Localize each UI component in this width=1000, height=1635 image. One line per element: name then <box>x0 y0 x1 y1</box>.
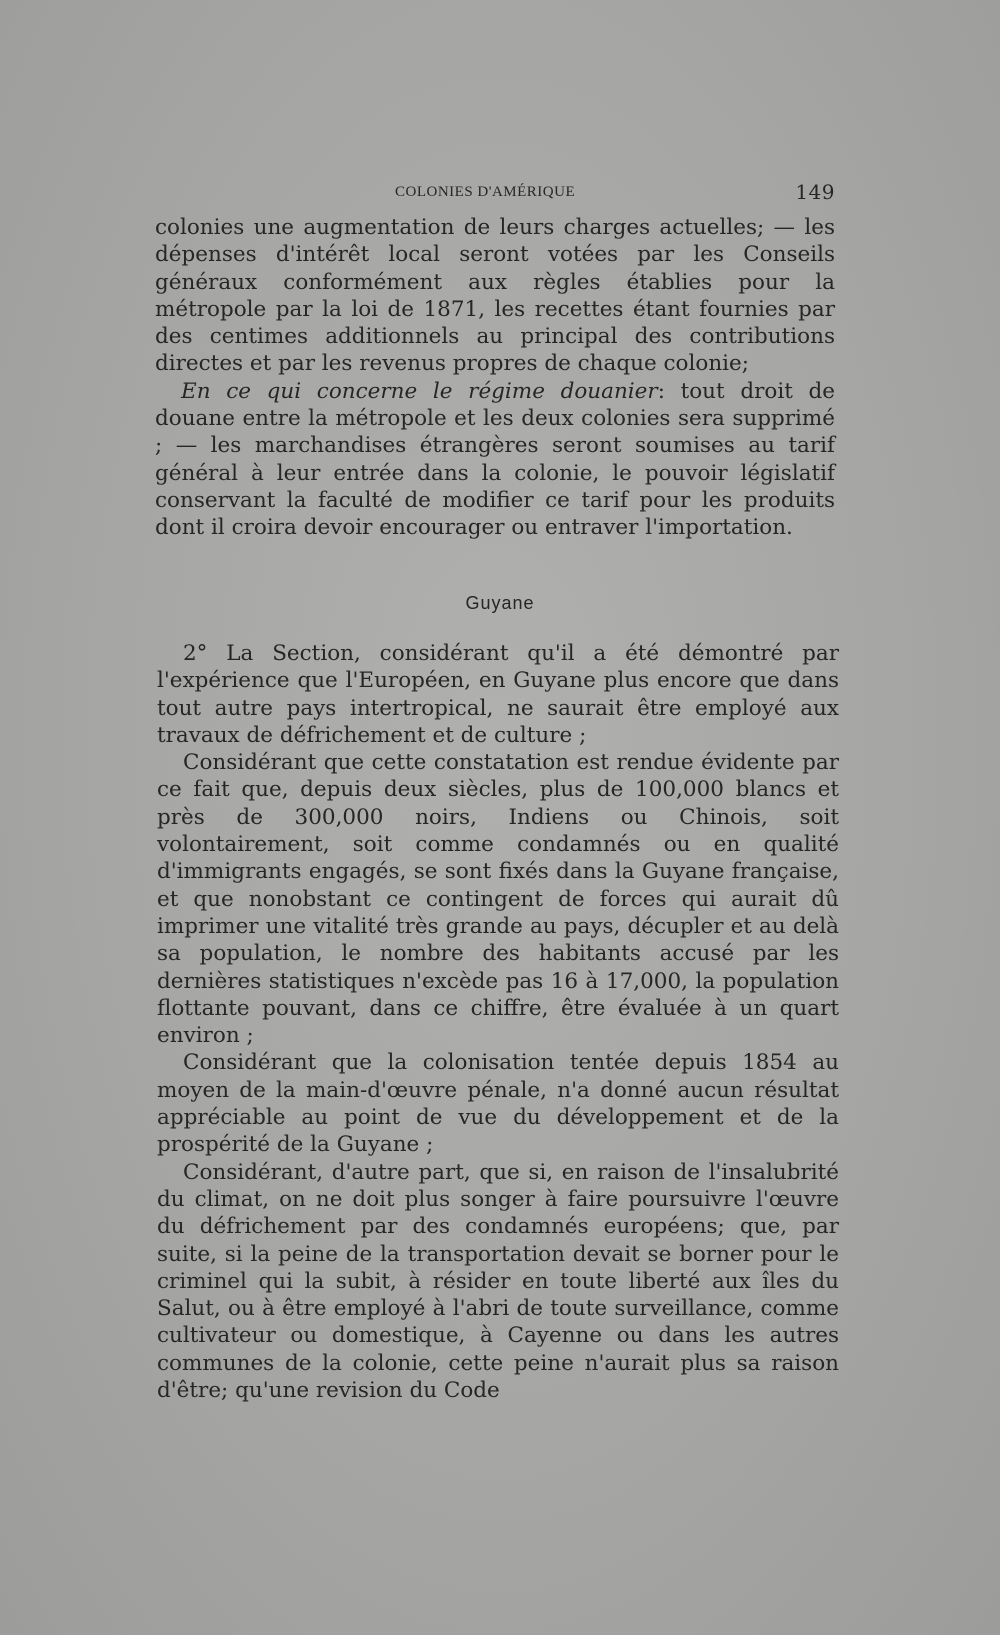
paragraph-rest: : tout droit de douane entre la métropole et les deux colonies sera supprimé ; — les marchandises étrangères seront soumises au tarif général à leur entrée dans la colonie, le pouvoir législatif conservant la faculté de modifier ce tarif pour les produits dont il croira devoir encourager ou entraver l'importation. <box>155 378 835 541</box>
paragraph: 2° La Section, considérant qu'il a été démontré par l'expérience que l'Européen, en Guyane plus encore que dans tout autre pays intertropical, ne saurait être employé aux travaux de défrichement et de culture ; <box>157 641 839 748</box>
running-title: COLONIES D'AMÉRIQUE <box>395 184 576 200</box>
page-header <box>155 180 835 206</box>
paragraph <box>155 378 835 542</box>
paragraph: colonies une augmentation de leurs charges actuelles; — les dépenses d'intérêt local seront votées par les Conseils généraux conformément aux règles établies pour la métropole par la loi de 1871, les recettes étant fournies par des centimes additionnels au principal des contributions directes et par les revenus propres de chaque colonie; <box>155 215 835 377</box>
section-title: Guyane <box>465 593 535 613</box>
italic-lead: En ce qui concerne le régime douanier <box>181 378 658 404</box>
paragraph: Considérant que la colonisation tentée depuis 1854 au moyen de la main-d'œuvre pénale, n'a donné aucun résultat appréciable au point de vue du développement et de la prospérité de la Guyane ; <box>157 1050 839 1158</box>
text-block-top <box>155 214 835 542</box>
paragraph: Considérant que cette constatation est rendue évidente par ce fait que, depuis deux siècles, plus de 100,000 blancs et près de 300,000 noirs, Indiens ou Chinois, soit volontairement, soit comme condamnés ou en qualité d'immigrants engagés, se sont fixés dans la Guyane française, et que nonobstant ce contingent de forces qui aurait dû imprimer une vitalité très grande au pays, décupler et au delà sa population, le nombre des habitants accusé par les dernières statistiques n'excède pas 16 à 17,000, la population flottante pouvant, dans ce chiffre, être évaluée à un quart environ ; <box>157 750 839 1049</box>
paragraph: Considérant, d'autre part, que si, en raison de l'insalubrité du climat, on ne doit plus songer à faire poursuivre l'œuvre du défrichement par des condamnés européens; que, par suite, si la peine de la transportation devait se borner pour le criminel qui la subit, à résider en toute liberté aux îles du Salut, ou à être employé à l'abri de toute surveillance, comme cultivateur ou domestique, à Cayenne ou dans les autres communes de la colonie, cette peine n'aurait plus sa raison d'être; qu'une revision du Code <box>157 1159 839 1404</box>
page-number: 149 <box>795 180 835 204</box>
text-block-bottom <box>157 640 839 1404</box>
